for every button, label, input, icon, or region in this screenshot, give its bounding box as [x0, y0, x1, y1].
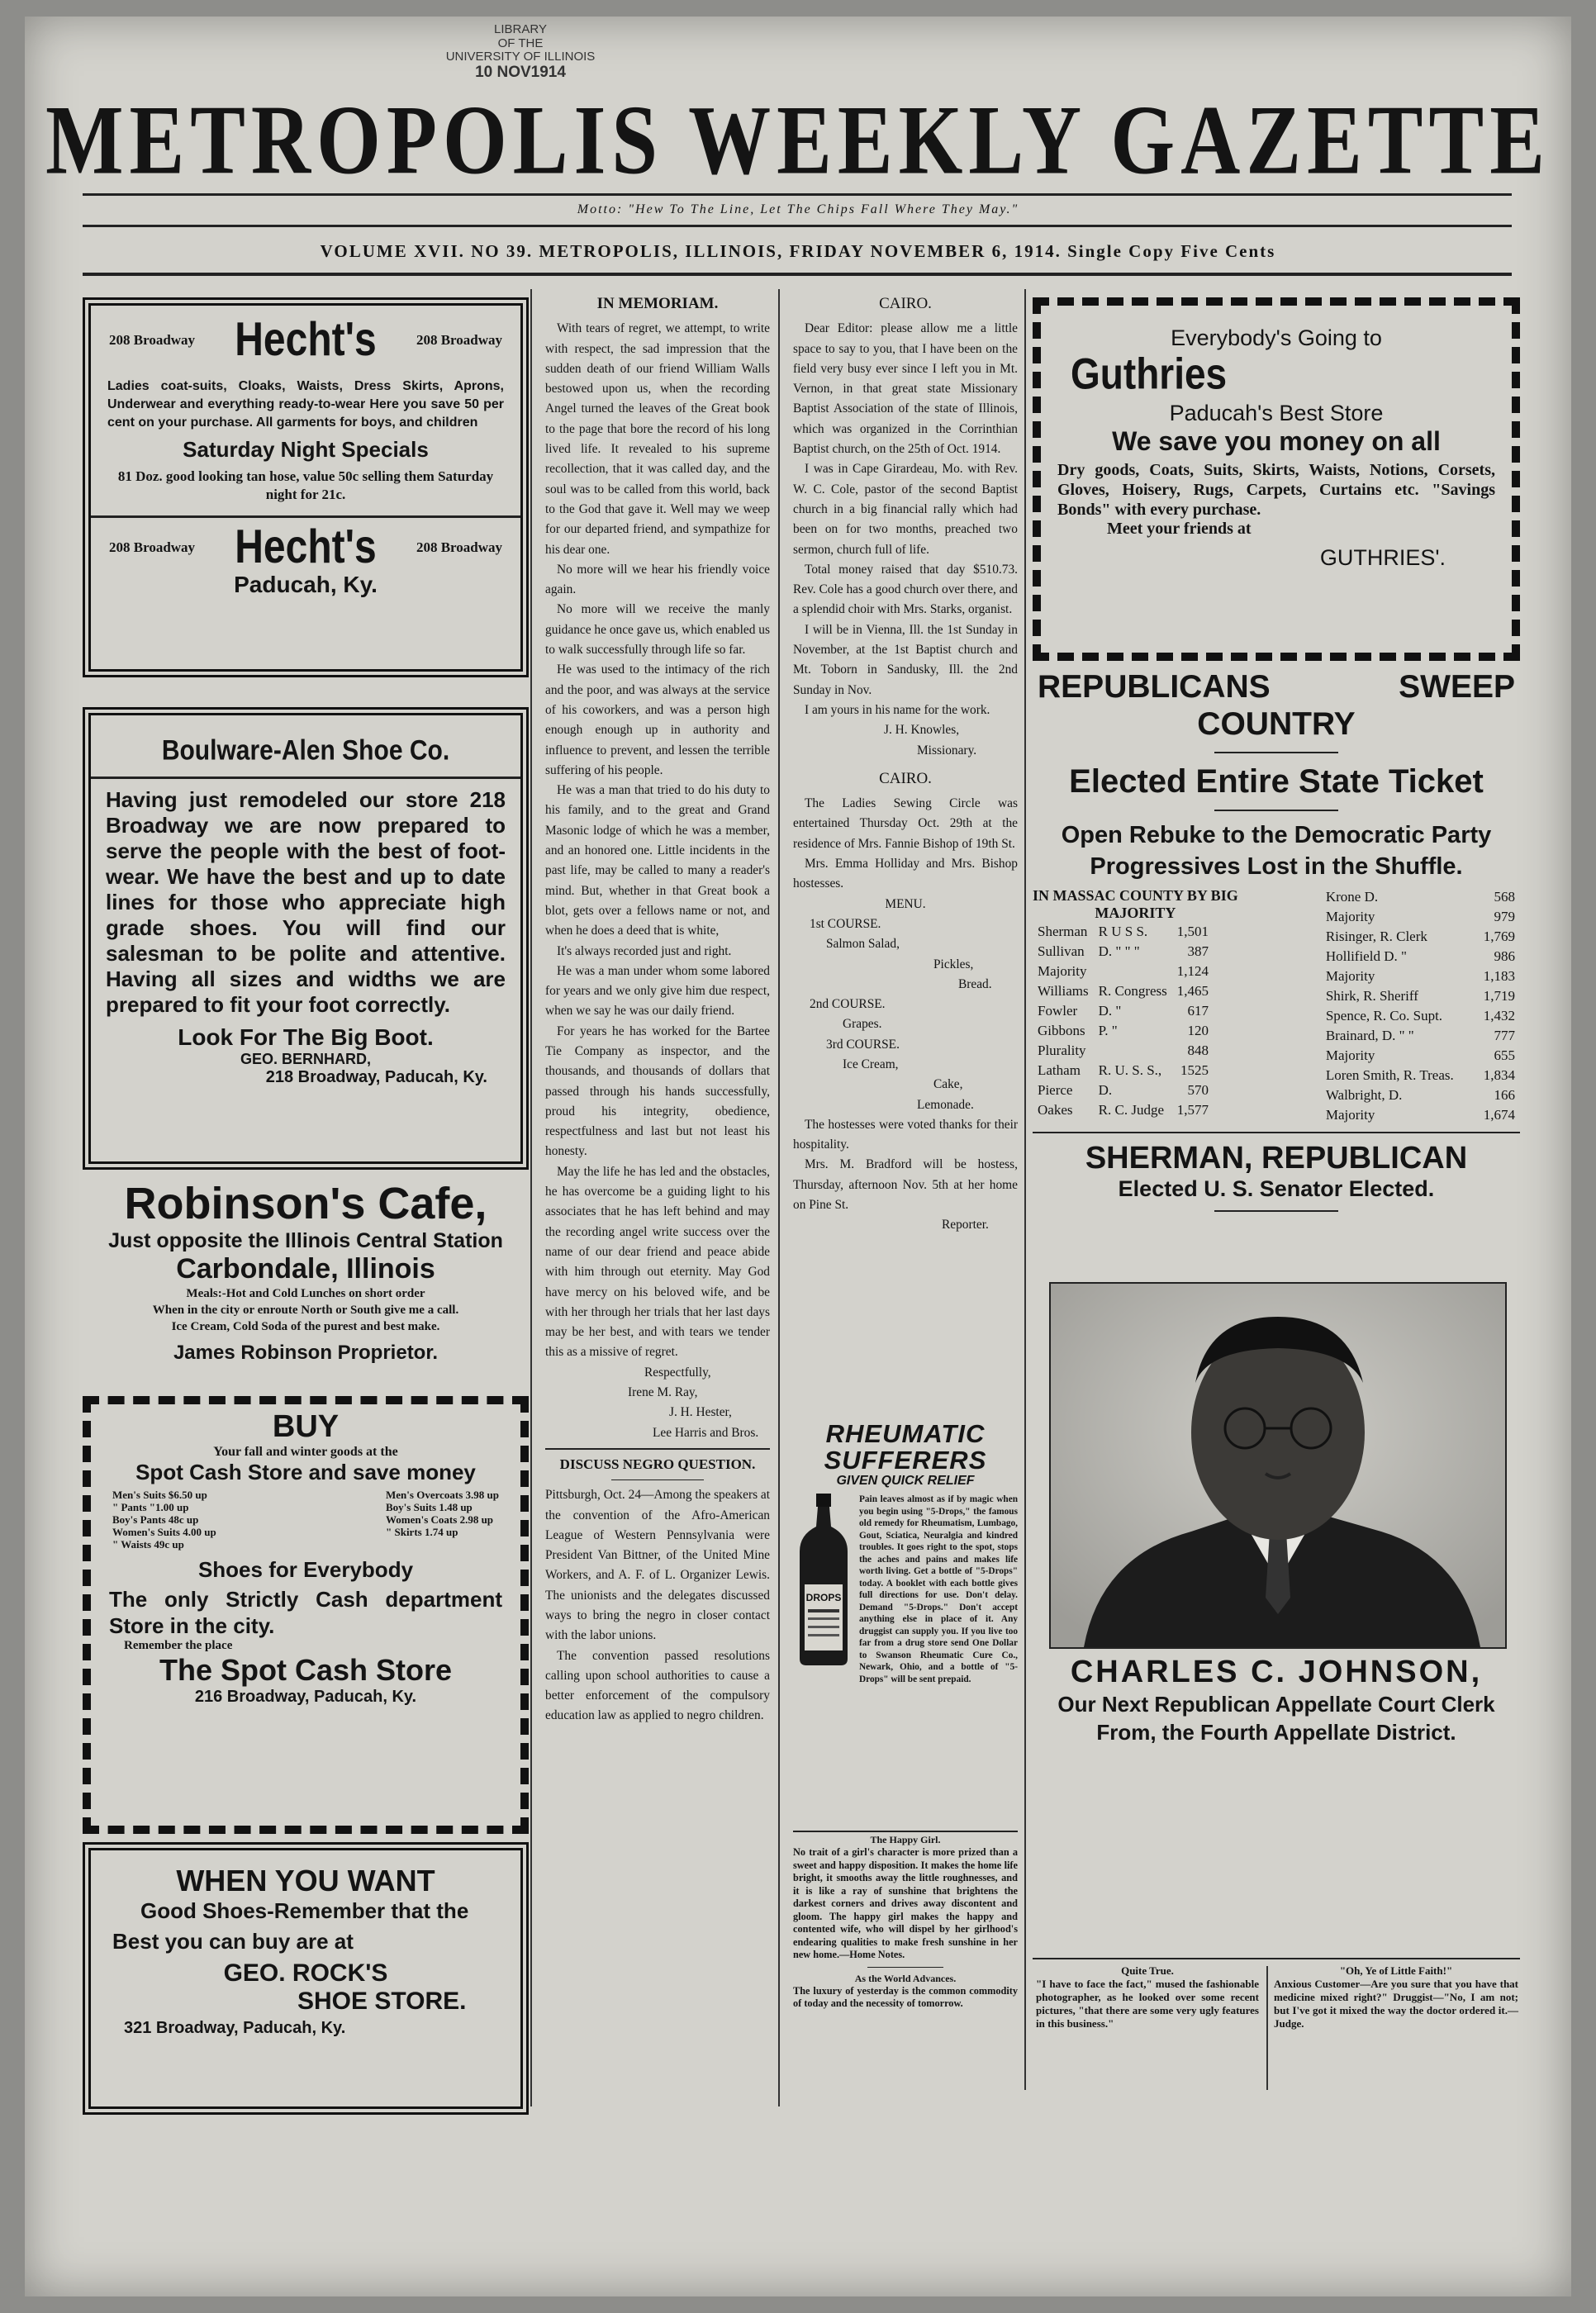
candidate-name: Gibbons [1038, 1023, 1085, 1038]
memoriam-sig-label: Respectfully, [644, 1365, 711, 1380]
candidate-name: Majority [1038, 963, 1087, 979]
hechts-address: 208 Broadway [416, 539, 502, 555]
result-row [1033, 922, 1214, 942]
republicans-article [1033, 669, 1520, 1220]
candidate-name: Williams [1038, 983, 1089, 999]
menu-course: 1st COURSE. [810, 916, 881, 931]
memoriam-paragraph: No more will we receive the manly guidance he once gave us, which enabled us to walk successfully through life so far. [545, 602, 770, 658]
boulware-owner: GEO. BERNHARD, [240, 1051, 371, 1067]
menu-course: 2nd COURSE. [810, 997, 886, 1012]
happygirl-heading: The Happy Girl. [870, 1834, 941, 1845]
candidate-name: Majority [1325, 1107, 1375, 1123]
menu-item: Grapes. [843, 1017, 882, 1032]
quite-true-article [1036, 1964, 1259, 2030]
spotcash-l2: Spot Cash Store and save money [135, 1460, 476, 1484]
cairo-paragraph: Total money raised that day $510.73. Rev. Cole has a good church over there, and a splendid choir with Mrs. Starks, organist. [793, 562, 1018, 617]
result-row [1033, 1061, 1214, 1081]
cairo2-signature: Reporter. [942, 1218, 989, 1232]
candidate-name: Pierce [1038, 1082, 1073, 1098]
vote-count: 1,577 [1176, 1102, 1209, 1118]
vote-count: 617 [1187, 1003, 1209, 1019]
boulware-divider [91, 777, 520, 779]
result-row [1033, 981, 1214, 1001]
hechts-body: Ladies coat-suits, Cloaks, Waists, Dress Skirts, Aprons, Underwear and everything ready-to-wear Here you save 50 per cent on your purchase. All garments for boys, and children [107, 379, 504, 430]
vote-count: 570 [1187, 1082, 1209, 1098]
worldadv-body: The luxury of yesterday is the common commodity of today and the necessity of tomorrow. [793, 1984, 1018, 2009]
boulware-ad [83, 707, 529, 1170]
portrait-illustration [1051, 1284, 1505, 1647]
johnson-l3: From, the Fourth Appellate District. [1096, 1720, 1456, 1745]
republicans-h1-country: COUNTRY [1197, 706, 1356, 742]
robinson-sub: Just opposite the Illinois Central Station [108, 1229, 503, 1252]
menu-item: Pickles, [933, 957, 974, 971]
vote-count: 986 [1494, 948, 1515, 964]
guthries-l2: Paducah's Best Store [1169, 401, 1384, 425]
dateline: VOLUME XVII. NO 39. METROPOLIS, ILLINOIS, FRIDAY NOVEMBER 6, 1914. Single Copy Five Cents [320, 241, 1276, 261]
article-divider [793, 1831, 1018, 1832]
faith-heading: "Oh, Ye of Little Faith!" [1339, 1964, 1453, 1977]
results-tables [1033, 887, 1520, 1125]
robinson-ad [83, 1173, 529, 1396]
hechts-divider [91, 515, 520, 518]
results-right [1321, 887, 1520, 1125]
masthead-title: METROPOLIS WEEKLY GAZETTE [45, 84, 1551, 195]
hechts-name: Hecht's [235, 313, 377, 367]
portrait-photo [1049, 1282, 1507, 1649]
hechts-address: 208 Broadway [109, 539, 196, 555]
massac-label: IN MASSAC COUNTY BY BIG [1033, 887, 1238, 904]
menu-label: MENU. [885, 896, 926, 911]
spotcash-ad [83, 1396, 529, 1834]
quite-heading: Quite True. [1121, 1964, 1174, 1977]
candidate-name: Fowler [1038, 1003, 1078, 1019]
spotcash-prices-left: Men's Suits $6.50 up " Pants "1.00 up Boy's Pants 48c up Women's Suits 4.00 up " Waists 49c up [112, 1489, 216, 1551]
cairo2-paragraph: The Ladies Sewing Circle was entertained Thursday Oct. 29th at the residence of Mrs. Fannie Bishop of 19th St. [793, 796, 1018, 851]
republicans-h3: Open Rebuke to the Democratic Party [1061, 822, 1492, 848]
hechts-name: Hecht's [235, 520, 377, 574]
johnson-l2: Our Next Republican Appellate Court Clerk [1057, 1692, 1495, 1717]
candidate-office: R U S S. [1098, 924, 1148, 939]
candidate-name: Plurality [1038, 1043, 1086, 1058]
republicans-h1-word: REPUBLICANS [1038, 669, 1271, 705]
spotcash-l1: Your fall and winter goods at the [213, 1445, 398, 1459]
robinson-line: When in the city or enroute North or South give me a call. [152, 1304, 459, 1317]
cairo-paragraph: Dear Editor: please allow me a little space to say to you, that I have been on the field very busy ever since I left you in Mt. Vernon, in that great state Missionary Baptist Association of the state of Illinois, which was organized in the Corrinthian Baptist church, on the 25th of Oct. 1914. [793, 321, 1018, 457]
sherman-headline: SHERMAN, REPUBLICAN [1085, 1141, 1468, 1175]
memoriam-paragraph: May the life he has led and the obstacles, he has overcome be a guiding light to his associates that he has left behind and may the recording angel write success over the name of our dear friend and peace abide with him through out eternity. May God have mercy on his beloved wife, and be with her through her trials that her last days may be her best, and with tears we tender this as a missive of regret. [545, 1164, 770, 1360]
memoriam-paragraph: He was used to the intimacy of the rich and the poor, and was always at the service of his coworkers, and was a person high enough enough up in authority and influence to prevent, and lessen the terrible suffering of his people. [545, 663, 770, 777]
result-row [1033, 1100, 1214, 1120]
robinson-line: Ice Cream, Cold Soda of the purest and best make. [171, 1320, 440, 1333]
vote-count: 848 [1187, 1043, 1209, 1058]
boulware-slogan: Look For The Big Boot. [178, 1024, 434, 1050]
republicans-h2: Elected Entire State Ticket [1069, 763, 1484, 800]
spotcash-address: 216 Broadway, Paducah, Ky. [194, 1688, 417, 1706]
newspaper-page [25, 17, 1571, 2296]
vote-count: 1525 [1180, 1062, 1209, 1078]
cairo-paragraph: I was in Cape Girardeau, Mo. with Rev. W. C. Cole, pastor of the second Baptist church in a big financial rally which had been on for two months, preached two sermon, church full of life. [793, 462, 1018, 557]
guthries-l1: Everybody's Going to [1171, 325, 1382, 350]
result-row [1321, 907, 1520, 927]
spotcash-name: The Spot Cash Store [159, 1653, 453, 1687]
spotcash-shoes: Shoes for Everybody [197, 1557, 414, 1582]
column-divider [530, 289, 532, 2106]
candidate-name: Hollifield D. " [1325, 948, 1407, 964]
candidate-name: Majority [1325, 909, 1375, 924]
rock-l2: Good Shoes-Remember that the [140, 1898, 469, 1923]
vote-count: 120 [1187, 1023, 1209, 1038]
rheumatic-h2: SUFFERERS [824, 1446, 987, 1475]
article-divider [867, 1967, 943, 1968]
robinson-city: Carbondale, Illinois [176, 1253, 435, 1285]
republicans-h4: Progressives Lost in the Shuffle. [1090, 853, 1463, 880]
hechts-city: Paducah, Ky. [234, 572, 378, 597]
rheumatic-h1: RHEUMATIC [825, 1419, 986, 1448]
negro-paragraph: The convention passed resolutions calling upon school authorities to cause a better enforcement of the compulsory education law as applied to negro children. [545, 1648, 770, 1723]
candidate-name: Spence, R. Co. Supt. [1325, 1008, 1443, 1024]
guthries-body: Dry goods, Coats, Suits, Skirts, Waists, Notions, Corsets, Gloves, Hoisery, Rugs, Carpets, Curtains etc. "Savings Bonds" with every purchase. [1057, 461, 1495, 519]
memoriam-signature: J. H. Hester, [669, 1405, 732, 1420]
spotcash-remember: Remember the place [124, 1639, 233, 1652]
memoriam-paragraph: It's always recorded just and right. [557, 943, 732, 958]
memoriam-paragraph: He was a man that tried to do his duty to his family, and to the great and Grand Masonic lodge of which he was a member, and an honored one. Little incidents in the past life, may be called to many a reader's mind. But, whether in that Great book a blot, gets over a fellows name or not, and when he does a deed that is white, [545, 783, 770, 938]
masthead-rule-top [83, 193, 1512, 196]
bottle-icon [793, 1494, 854, 1685]
guthries-sig: GUTHRIES'. [1319, 545, 1446, 570]
article-divider [1033, 1958, 1520, 1959]
vote-count: 1,674 [1483, 1107, 1515, 1123]
vote-count: 979 [1494, 909, 1515, 924]
johnson-name: CHARLES C. JOHNSON, [1070, 1655, 1483, 1689]
rock-ad [83, 1842, 529, 2115]
vote-count: 166 [1494, 1087, 1515, 1103]
boulware-address: 218 Broadway, Paducah, Ky. [265, 1068, 487, 1086]
johnson-caption [1033, 1654, 1520, 1746]
candidate-name: Brainard, D. " " [1325, 1028, 1414, 1043]
hechts-ad [83, 297, 529, 677]
candidate-office: D. [1098, 1082, 1113, 1098]
cairo2-paragraph: Mrs. M. Bradford will be hostess, Thursday, afternoon Nov. 5th at her home on Pine St. [793, 1157, 1018, 1213]
menu-item: Ice Cream, [843, 1057, 899, 1071]
article-divider [545, 1448, 770, 1450]
results-table-right [1321, 887, 1520, 1125]
result-row [1321, 887, 1520, 907]
result-row [1321, 967, 1520, 986]
memoriam-signature: Lee Harris and Bros. [653, 1425, 759, 1440]
column-divider [1024, 289, 1026, 2090]
candidate-name: Majority [1325, 968, 1375, 984]
menu-item: Lemonade. [917, 1097, 974, 1112]
negro-heading: DISCUSS NEGRO QUESTION. [559, 1456, 756, 1472]
results-table-left [1033, 922, 1214, 1120]
candidate-office: R. Congress [1098, 983, 1167, 999]
menu-course: 3rd COURSE. [826, 1037, 900, 1052]
memoriam-article [545, 289, 770, 1726]
column-divider [1266, 1966, 1268, 2090]
cairo2-paragraph: The hostesses were voted thanks for their hospitality. [793, 1117, 1018, 1152]
worldadv-heading: As the World Advances. [854, 1972, 957, 1984]
candidate-name: Sullivan [1038, 943, 1085, 959]
candidate-name: Krone D. [1325, 889, 1379, 905]
spotcash-buy: BUY [272, 1409, 340, 1444]
result-row [1321, 1006, 1520, 1026]
headline-divider [1214, 752, 1338, 753]
article-divider [1033, 1132, 1520, 1133]
robinson-proprietor: James Robinson Proprietor. [173, 1342, 439, 1364]
candidate-office [1094, 1041, 1172, 1061]
spotcash-prices-right: Men's Overcoats 3.98 up Boy's Suits 1.48 up Women's Coats 2.98 up " Skirts 1.74 up [386, 1489, 499, 1538]
result-row [1033, 1081, 1214, 1100]
cairo-paragraph: I am yours in his name for the work. [805, 702, 990, 717]
rock-l4: GEO. ROCK'S [223, 1959, 388, 1987]
article-divider [611, 1479, 704, 1480]
result-row [1321, 1105, 1520, 1125]
guthries-meet: Meet your friends at [1107, 520, 1252, 538]
robinson-line: Meals:-Hot and Cold Lunches on short order [186, 1287, 425, 1300]
column-divider [778, 289, 780, 2106]
quite-body: "I have to face the fact," mused the fashionable photographer, as he looked over some recent pictures, "that there are some very ugly features in this business." [1036, 1978, 1259, 2030]
republicans-h1 [1033, 669, 1520, 705]
candidate-office: R. U. S. S., [1098, 1062, 1162, 1078]
memoriam-heading: IN MEMORIAM. [596, 295, 719, 312]
rock-l3: Best you can buy are at [112, 1929, 354, 1954]
bottle-label: DROPS [805, 1592, 842, 1603]
vote-count: 1,834 [1483, 1067, 1515, 1083]
result-row [1033, 1041, 1214, 1061]
candidate-name: Latham [1038, 1062, 1081, 1078]
headline-divider [1214, 810, 1338, 811]
hechts-specials: Saturday Night Specials [183, 437, 429, 462]
spotcash-only: The only Strictly Cash department Store in the city. [109, 1587, 502, 1638]
rheumatic-h3: GIVEN QUICK RELIEF [836, 1474, 975, 1488]
candidate-office: P. " [1098, 1023, 1118, 1038]
result-row [1033, 942, 1214, 962]
rock-l1: WHEN YOU WANT [176, 1864, 435, 1897]
memoriam-paragraph: No more will we hear his friendly voice again. [545, 562, 770, 597]
vote-count: 655 [1494, 1047, 1515, 1063]
motto: Motto: "Hew To The Line, Let The Chips Fall Where They May." [577, 202, 1019, 216]
cairo2-heading: CAIRO. [879, 769, 932, 787]
boulware-body: Having just remodeled our store 218 Broadway we are now prepared to serve the people with the best of foot-wear. We have the best and up to date lines for those who appreciate high grade shoes. You will find our salesman to be polite and attentive. Having all sizes and widths we are prepared to fit your foot correctly. [106, 787, 506, 1017]
result-row [1033, 1021, 1214, 1041]
cairo-paragraph: I will be in Vienna, Ill. the 1st Sunday in November, at the 1st Baptist church and Mt. Toborn in Sandusky, Ill. the 2nd Sunday in Nov. [793, 622, 1018, 697]
vote-count: 568 [1494, 889, 1515, 905]
cairo-signature: J. H. Knowles, [884, 723, 960, 738]
results-left [1033, 887, 1238, 1125]
vote-count: 1,465 [1176, 983, 1209, 999]
candidate-name: Sherman [1038, 924, 1088, 939]
memoriam-paragraph: For years he has worked for the Bartee Tie Company as inspector, and the thousands, and thousands of dollars that passed through his hands successfully, proud his integrity, obedience, respectfulness and last but not least his honesty. [545, 1024, 770, 1159]
cairo-signature: Missionary. [917, 743, 977, 758]
result-row [1321, 1046, 1520, 1066]
result-row [1321, 986, 1520, 1006]
robinson-name: Robinson's Cafe, [124, 1179, 487, 1228]
vote-count: 777 [1494, 1028, 1515, 1043]
vote-count: 1,183 [1483, 968, 1515, 984]
memoriam-paragraph: He was a man under whom some labored for years and we only give him due respect, when we say he was our daily friend. [545, 963, 770, 1019]
happygirl-body: No trait of a girl's character is more prized than a sweet and happy disposition. It makes the home life bright, it smooths away the little roughnesses, and it is like a ray of sunshine that brightens the darkest corners and drives away discontent and gloom. The happy girl makes the happy and contented wife, who will dispel by her girlhood's endearing qualities to make fresh sunshine in her new home.—Home Notes. [793, 1846, 1018, 1960]
faith-body: Anxious Customer—Are you sure that you have that medicine mixed right?" Druggist—"No, I am not; but I've got it mixed the way the doctor ordered it.—Judge. [1274, 1978, 1518, 2030]
cairo2-paragraph: Mrs. Emma Holliday and Mrs. Bishop hostesses. [793, 857, 1018, 891]
vote-count: 1,769 [1483, 929, 1515, 944]
menu-item: Bread. [958, 976, 992, 991]
vote-count: 387 [1187, 943, 1209, 959]
result-row [1033, 1001, 1214, 1021]
vote-count: 1,124 [1176, 963, 1209, 979]
candidate-office: D. " " " [1098, 943, 1140, 959]
negro-paragraph: Pittsburgh, Oct. 24—Among the speakers at the convention of the Afro-American League of Western Pennsylvania were President Van Bittner, of the United Mine Workers, and A. F. of L. Organizer Lewis. The unionists and the delegates discussed ways to bring the negro in closer contact with the labor unions. [545, 1488, 771, 1643]
result-row [1033, 962, 1214, 981]
menu-item: Cake, [933, 1077, 963, 1092]
majority-label: MAJORITY [1095, 905, 1176, 921]
result-row [1321, 1066, 1520, 1085]
candidate-name: Oakes [1038, 1102, 1073, 1118]
vote-count: 1,719 [1483, 988, 1515, 1004]
cairo-heading: CAIRO. [879, 295, 932, 312]
boulware-name: Boulware-Alen Shoe Co. [161, 734, 450, 767]
rock-l5: SHOE STORE. [297, 1988, 467, 2015]
vote-count: 1,432 [1483, 1008, 1515, 1024]
spotcash-prices [91, 1485, 520, 1551]
candidate-name: Loren Smith, R. Treas. [1325, 1067, 1454, 1083]
candidate-name: Shirk, R. Sheriff [1325, 988, 1418, 1004]
menu-item: Salmon Salad, [826, 937, 900, 952]
guthries-l3: We save you money on all [1112, 426, 1441, 456]
hechts-offer: 81 Doz. good looking tan hose, value 50c selling them Saturday night for 21c. [117, 468, 494, 502]
masthead-rule-mid [83, 225, 1512, 227]
result-row [1321, 1085, 1520, 1105]
candidate-office: R. C. Judge [1098, 1102, 1164, 1118]
cairo-article [793, 289, 1018, 1236]
rheumatic-body: Pain leaves almost as if by magic when you begin using "5-Drops," the famous old remedy for Rheumatism, Lumbago, Gout, Sciatica, Neuralgia and kindred troubles. It goes right to the spot, stops the aches and pains and makes life worth living. Get a bottle of "5-Drops" today. A booklet with each bottle gives full directions for use. Don't delay. Demand "5-Drops." Don't accept anything else in place of it. Any druggist can supply you. If you live too far from a drug store send One Dollar to Swanson Rheumatic Cure Co., Newark, Ohio, and a bottle of "5-Drops" will be sent prepaid. [859, 1494, 1018, 1684]
candidate-office: D. " [1098, 1003, 1122, 1019]
library-stamp: LIBRARY OF THE UNIVERSITY OF ILLINOIS 10 NOV1914 [445, 22, 596, 81]
result-row [1321, 1026, 1520, 1046]
sherman-sub: Elected U. S. Senator Elected. [1118, 1176, 1435, 1201]
guthries-ad [1033, 297, 1520, 661]
hechts-address: 208 Broadway [416, 331, 502, 348]
masthead-rule-bottom [83, 273, 1512, 276]
faith-article [1274, 1964, 1518, 2030]
candidate-name: Risinger, R. Clerk [1325, 929, 1427, 944]
headline-divider [1214, 1210, 1338, 1212]
hechts-address: 208 Broadway [109, 331, 196, 348]
happygirl-article [793, 1834, 1018, 2011]
rheumatic-ad [793, 1421, 1018, 1809]
republicans-h1-word: SWEEP [1399, 669, 1515, 705]
memoriam-signature: Irene M. Ray, [628, 1385, 698, 1400]
rock-address: 321 Broadway, Paducah, Ky. [124, 2019, 346, 2037]
memoriam-paragraph: With tears of regret, we attempt, to write with respect, the sad impression that the sudden death of our friend William Walls bestowed upon us, when the recording Angel turned the leaves of the Great book to the page that bore the record of his long lived life. It revealed to his supreme recollection, that it was called day, and the soul was to be called from this world, back to the God that gave it. Well may we weep for our departed friend, and sympathize for his dear one. [545, 321, 770, 557]
vote-count: 1,501 [1176, 924, 1209, 939]
candidate-office [1094, 962, 1172, 981]
candidate-name: Majority [1325, 1047, 1375, 1063]
result-row [1321, 947, 1520, 967]
guthries-name: Guthries [1071, 349, 1228, 398]
candidate-name: Walbright, D. [1325, 1087, 1403, 1103]
result-row [1321, 927, 1520, 947]
